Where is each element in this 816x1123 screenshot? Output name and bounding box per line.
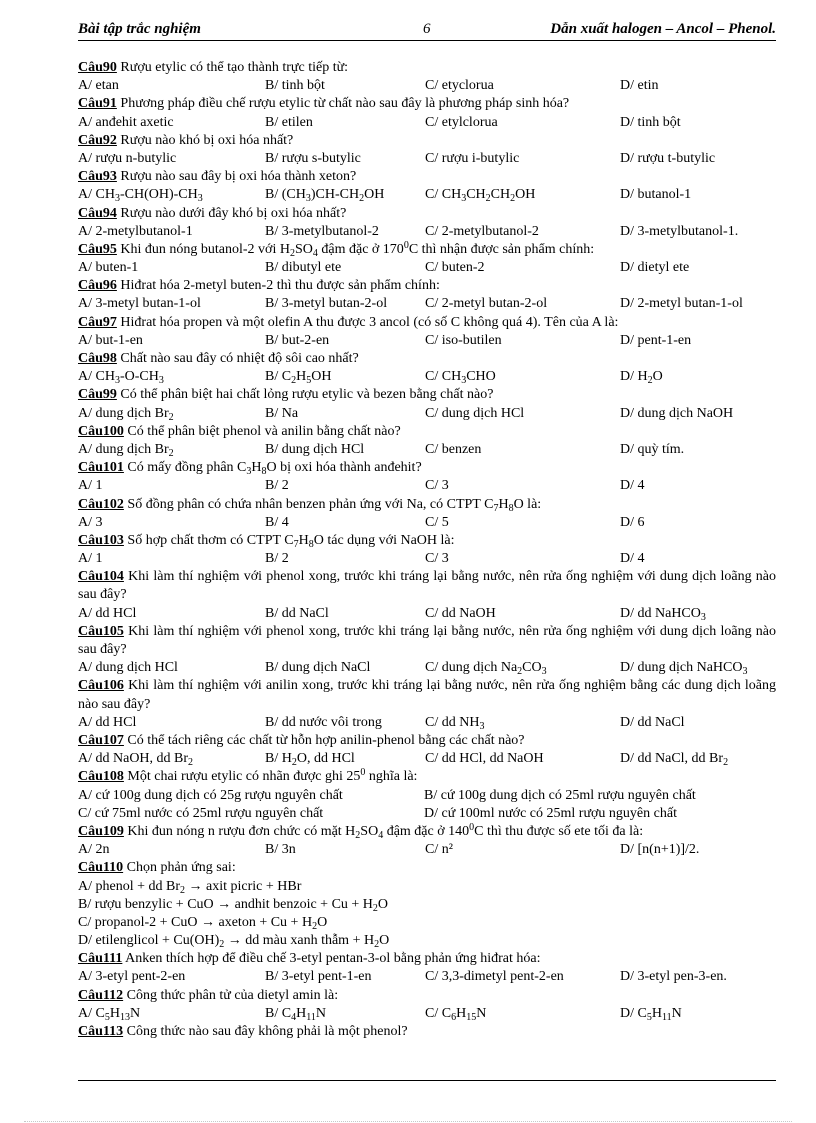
option-b: B/ $(CH_3)CH-CH_2OH$ <box>265 187 385 205</box>
option-a: A/ 1 <box>78 478 103 494</box>
question-104 <box>78 568 776 604</box>
option-a: A/ 2-metylbutanol-1 <box>78 223 193 239</box>
options-93 <box>78 186 776 204</box>
option-c: C/ iso-butilen <box>425 332 502 348</box>
option-d: D/ cứ 100ml nước có 25ml rượu nguyên chất <box>424 805 677 821</box>
question-100 <box>78 423 776 441</box>
options-98 <box>78 368 776 386</box>
option-b: B/ 3-etyl pent-1-en <box>265 969 372 985</box>
question-number: Câu108 <box>78 769 124 785</box>
question-text: Có thể phân biệt hai chất lỏng rượu etylic và bezen bằng chất nào? <box>116 387 494 403</box>
question-text: Công thức nào sau đây không phải là một phenol? <box>123 1024 408 1040</box>
question-text: Khi làm thí nghiệm với phenol xong, trước khi tráng lại bằng nước, nên rửa ống nghiệm với dung dịch loãng nào sau đây? <box>78 623 776 658</box>
option-d: D/ 4 <box>620 551 645 567</box>
option-a: A/ 1 <box>78 551 103 567</box>
options-95 <box>78 259 776 277</box>
option-a: A/ anđehit axetic <box>78 114 174 130</box>
option-c: C/ 2-metylbutanol-2 <box>425 223 539 239</box>
option-a: A/ rượu n-butylic <box>78 150 177 166</box>
options-103 <box>78 550 776 568</box>
option-b: B/ dibutyl ete <box>265 260 342 276</box>
option-a: A/ but-1-en <box>78 332 143 348</box>
question-text: Khi làm thí nghiệm với anilin xong, trước khi tráng lại bằng nước, nên rửa ống nghiệm bằng các dung dịch loãng nào sau đây? <box>78 678 776 712</box>
question-108: Câu108 Một chai rượu etylic có nhãn được ghi $25^0$ nghĩa là: <box>78 767 418 785</box>
option-a: A/ dung dịch $Br_2$ <box>78 441 174 459</box>
question-number: Câu107 <box>78 733 124 749</box>
question-107 <box>78 732 776 750</box>
option-d: D/ 6 <box>620 514 645 530</box>
options-94 <box>78 223 776 241</box>
header-right: Dẫn xuất halogen – Ancol – Phenol. <box>550 21 776 37</box>
option-d: D/ $H_2O$ <box>620 369 663 387</box>
option-d: D/ quỳ tím. <box>620 441 685 457</box>
question-text: Rượu nào dưới đây khó bị oxi hóa nhất? <box>116 205 347 221</box>
question-number: Câu101 <box>78 460 124 476</box>
option-b: B/ 2 <box>265 478 289 494</box>
question-111 <box>78 950 776 968</box>
options-112 <box>78 1005 776 1023</box>
question-110 <box>78 859 776 877</box>
question-text: Anken thích hợp để điều chế 3-etyl pentan-3-ol bằng phản ứng hiđrat hóa: <box>122 951 541 967</box>
question-number: Câu99 <box>78 387 117 403</box>
option-c: C/ dd $NH_3$ <box>425 714 485 732</box>
option-a: A/ $CH_3-CH(OH)-CH_3$ <box>78 187 203 205</box>
option-b: B/ dd nước vôi trong <box>265 714 382 730</box>
option-b: B/ dung dịch HCl <box>265 441 365 457</box>
page-edge-dots <box>24 1121 792 1122</box>
question-text: Rượu nào sau đây bị oxi hóa thành xeton? <box>116 169 357 185</box>
question-92 <box>78 132 776 150</box>
option-b: B/ 3-metyl butan-2-ol <box>265 296 388 312</box>
options-100 <box>78 441 776 459</box>
option-d: D/ tinh bột <box>620 114 681 130</box>
options-105 <box>78 659 776 677</box>
option-c: C/ $CH_3CH_2CH_2OH$ <box>425 187 536 205</box>
option-c: C/ $C_6H_{15}N$ <box>425 1005 487 1023</box>
question-98 <box>78 350 776 368</box>
option-d: D/ 2-metyl butan-1-ol <box>620 296 743 312</box>
question-number: Câu97 <box>78 314 117 330</box>
option-b: B/ dd NaCl <box>265 605 329 621</box>
options-106 <box>78 714 776 732</box>
option-b: B/ dung dịch NaCl <box>265 660 371 676</box>
question-number: Câu109 <box>78 823 124 839</box>
option-c: C/ 3 <box>425 551 449 567</box>
option-c: C/ dung dịch $Na_2CO_3$ <box>425 660 547 678</box>
question-94 <box>78 205 776 223</box>
option-c: C/ etylclorua <box>425 114 498 130</box>
question-number: Câu90 <box>78 60 117 75</box>
option-d: D/ 4 <box>620 478 645 494</box>
option-b: B/ rượu s-butylic <box>265 150 361 166</box>
option-d: D/ rượu t-butylic <box>620 150 716 166</box>
option-c: C/ etyclorua <box>425 78 494 94</box>
option-c: C/ $CH_3CHO$ <box>425 369 496 387</box>
option-a: A/ $CH_3-O-CH_3$ <box>78 369 164 387</box>
question-number: Câu96 <box>78 278 117 294</box>
options-90 <box>78 77 776 95</box>
option-d: D/ 3-metylbutanol-1. <box>620 223 739 239</box>
question-text: Có thể tách riêng các chất từ hỗn hợp anilin-phenol bằng các chất nào? <box>123 733 525 749</box>
question-112 <box>78 987 776 1005</box>
question-number: Câu93 <box>78 169 117 185</box>
question-number: Câu104 <box>78 569 124 585</box>
option-c: C/ n² <box>425 842 453 858</box>
footer-rule <box>78 1080 776 1081</box>
question-95: Câu95 Khi đun nóng butanol-2 với $H_2SO_4$ đậm đặc ở $170^0C$ thì nhận được sản phẩm chính: <box>78 239 595 259</box>
option-a: A/ $C_5H_{13}N$ <box>78 1005 141 1023</box>
option-a: A/ 2n <box>78 842 110 858</box>
option-b: B/ rượu benzylic + CuO → andhit benzoic + $Cu + H_2O$ <box>78 896 389 914</box>
question-109: Câu109 Khi đun nóng n rượu đơn chức có mặt $H_2SO_4$ đậm đặc ở $140^0C$ thì thu được số ete tối đa là: <box>78 821 644 841</box>
options-108-ab <box>78 787 776 805</box>
option-a: A/ dd HCl <box>78 605 137 621</box>
option-d: D/ etin <box>620 78 659 94</box>
option-d: D/ pent-1-en <box>620 332 692 348</box>
question-text: Rượu etylic có thể tạo thành trực tiếp từ: <box>116 60 349 75</box>
question-text: Hiđrat hóa propen và một olefin A thu được 3 ancol (có số C không quá 4). Tên của A là: <box>116 314 619 330</box>
page-header <box>78 20 776 41</box>
option-c: C/ 5 <box>425 514 449 530</box>
option-c: C/ dd HCl, dd NaOH <box>425 751 544 767</box>
option-a: A/ cứ 100g dung dịch có 25g rượu nguyên chất <box>78 787 343 803</box>
header-left: Bài tập trắc nghiệm <box>78 21 201 37</box>
question-number: Câu112 <box>78 987 124 1003</box>
option-a: A/ dung dịch HCl <box>78 660 178 676</box>
option-d: D/ dd NaCl, dd $Br_2$ <box>620 751 729 769</box>
question-number: Câu111 <box>78 951 123 967</box>
option-d: D/ dd NaHCO$_3$ <box>620 605 706 623</box>
option-a: A/ dung dịch $Br_2$ <box>78 405 174 423</box>
question-97 <box>78 314 776 332</box>
options-91 <box>78 114 776 132</box>
option-d: D/ [n(n+1)]/2. <box>620 842 700 858</box>
question-text: Rượu nào khó bị oxi hóa nhất? <box>116 132 294 148</box>
option-c: C/ benzen <box>425 441 482 457</box>
question-number: Câu98 <box>78 351 117 366</box>
page-number: 6 <box>423 21 431 37</box>
question-90 <box>78 59 776 77</box>
option-a: A/ 3 <box>78 514 103 530</box>
option-c: C/ propanol-2 + CuO → axeton + $Cu + H_2O$ <box>78 914 328 932</box>
question-number: Câu92 <box>78 132 117 148</box>
option-b: B/ 3-metylbutanol-2 <box>265 223 379 239</box>
question-93 <box>78 168 776 186</box>
option-b: B/ $H_2O$, dd HCl <box>265 751 355 769</box>
option-d: D/ $C_5H_{11}N$ <box>620 1005 682 1023</box>
options-99 <box>78 405 776 423</box>
question-text: Công thức phân tử của dietyl amin là: <box>123 987 339 1003</box>
option-c: C/ 2-metyl butan-2-ol <box>425 296 548 312</box>
question-number: Câu102 <box>78 496 124 512</box>
option-b: B/ but-2-en <box>265 332 330 348</box>
question-number: Câu91 <box>78 96 117 112</box>
question-number: Câu105 <box>78 623 124 639</box>
question-101: Câu101 Có mấy đồng phân $C_3H_8O$ bị oxi hóa thành anđehit? <box>78 460 422 478</box>
options-107 <box>78 750 776 768</box>
question-103: Câu103 Số hợp chất thơm có CTPT $C_7H_8O$ tác dụng với NaOH là: <box>78 532 455 550</box>
option-a: A/ buten-1 <box>78 260 139 276</box>
question-113 <box>78 1023 776 1041</box>
option-c: C/ buten-2 <box>425 260 485 276</box>
options-96 <box>78 295 776 313</box>
question-number: Câu113 <box>78 1024 124 1040</box>
option-b: B/ etilen <box>265 114 313 130</box>
option-c: C/ 3 <box>425 478 449 494</box>
option-d: D/ dietyl ete <box>620 260 690 276</box>
option-b: B/ 3n <box>265 842 296 858</box>
option-c: C/ dung dịch HCl <box>425 405 525 421</box>
option-a: A/ 3-etyl pent-2-en <box>78 969 186 985</box>
question-number: Câu103 <box>78 532 124 548</box>
options-101 <box>78 477 776 495</box>
question-91 <box>78 95 776 113</box>
question-number: Câu110 <box>78 860 124 876</box>
option-d: D/ etilenglicol + $Cu(OH)_2$ → dd màu xanh thẫm + $H_2O$ <box>78 933 390 951</box>
question-list <box>78 59 776 1041</box>
option-d: D/ dung dịch NaOH <box>620 405 734 421</box>
question-text: Chất nào sau đây có nhiệt độ sôi cao nhất? <box>116 351 359 366</box>
options-97 <box>78 332 776 350</box>
option-a: A/ 3-metyl butan-1-ol <box>78 296 201 312</box>
option-a: A/ dd HCl <box>78 714 137 730</box>
option-c: C/ 3,3-dimetyl pent-2-en <box>425 969 564 985</box>
option-b: B/ 4 <box>265 514 289 530</box>
options-108-cd <box>78 805 776 823</box>
options-109 <box>78 841 776 859</box>
option-b: B/ $C_2H_5OH$ <box>265 369 332 387</box>
question-text: Phương pháp điều chế rượu etylic từ chất nào sau đây là phương pháp sinh hóa? <box>116 96 570 112</box>
question-number: Câu100 <box>78 423 124 439</box>
option-c: C/ rượu i-butylic <box>425 150 520 166</box>
question-106 <box>78 677 776 713</box>
question-text: Chọn phản ứng sai: <box>123 860 236 876</box>
question-number: Câu95 <box>78 241 117 257</box>
question-text: Có thể phân biệt phenol và anilin bằng chất nào? <box>123 423 401 439</box>
option-c: C/ cứ 75ml nước có 25ml rượu nguyên chất <box>78 805 324 821</box>
options-111 <box>78 968 776 986</box>
option-b: B/ cứ 100g dung dịch có 25ml rượu nguyên chất <box>424 787 696 803</box>
question-text: Khi làm thí nghiệm với phenol xong, trước khi tráng lại bằng nước, nên rửa ống nghiệm với dung dịch loãng nào sau đây? <box>78 569 776 603</box>
option-d: D/ dung dịch NaHCO$_3$ <box>620 660 748 678</box>
option-b: B/ tinh bột <box>265 78 325 94</box>
option-a: A/ etan <box>78 78 119 94</box>
option-b: B/ $C_4H_{11}N$ <box>265 1005 326 1023</box>
option-d: D/ butanol-1 <box>620 187 692 203</box>
question-number: Câu94 <box>78 205 117 221</box>
options-92 <box>78 150 776 168</box>
option-a: A/ phenol + dd $Br_2$ → axit picric + HBr <box>78 878 302 896</box>
option-a: A/ dd NaOH, dd $Br_2$ <box>78 751 194 769</box>
option-d: D/ 3-etyl pen-3-en. <box>620 969 727 985</box>
question-96 <box>78 277 776 295</box>
question-number: Câu106 <box>78 678 124 694</box>
option-c: C/ dd NaOH <box>425 605 496 621</box>
option-b: B/ Na <box>265 405 299 421</box>
options-102 <box>78 514 776 532</box>
question-99 <box>78 386 776 404</box>
question-102: Câu102 Số đồng phân có chứa nhân benzen phản ứng với Na, có CTPT $C_7H_8O$ là: <box>78 496 542 514</box>
options-104 <box>78 605 776 623</box>
option-d: D/ dd NaCl <box>620 714 685 730</box>
question-105 <box>78 623 776 659</box>
option-b: B/ 2 <box>265 551 289 567</box>
question-text: Hiđrat hóa 2-metyl buten-2 thì thu được sản phẩm chính: <box>116 278 440 294</box>
